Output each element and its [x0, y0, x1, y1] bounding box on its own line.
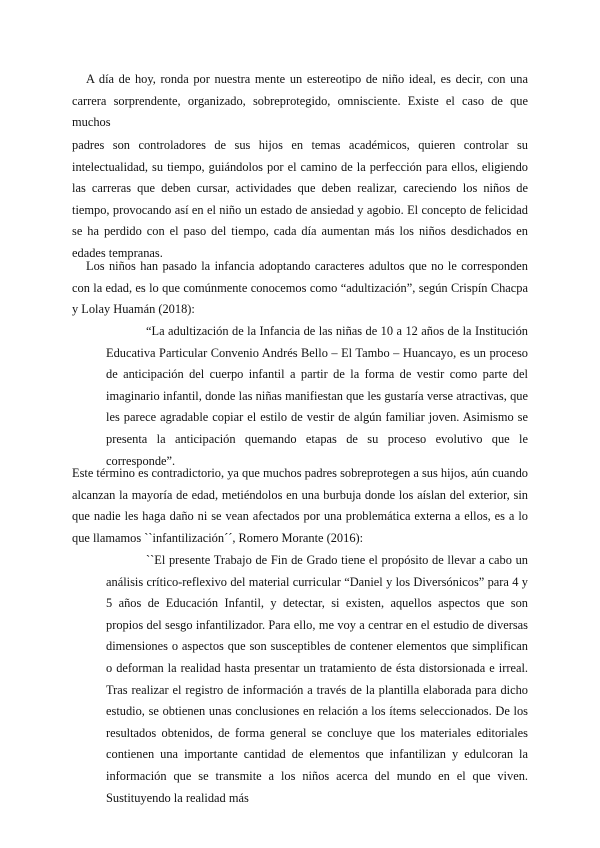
block-quote-adultization: “La adultización de la Infancia de las niñas de 10 a 12 años de la Institución Educativa Particular Convenio Andrés Bello – El Tambo – Huancayo, es un proceso de anticipación del cuerpo infantil a partir de la forma de vestir como parte del imaginario infantil, donde las niñas manifiestan que les gustaría verse atractivas, que les parece agradable copiar el estilo de vestir de algún familiar joven. Asimismo se presenta la anticipación quemando etapas de su proceso evolutivo que le corresponde”. [106, 324, 528, 468]
paragraph-parents: padres son controladores de sus hijos en temas académicos, quieren controlar su intelectualidad, su tiempo, guiándolos por el camino de la perfección para ellos, eligiendo las carreras que deben cursar, actividades que deben realizar, careciendo los niños de tiempo, provocando así en el niño un estado de ansiedad y agobio. El concepto de felicidad se ha perdido con el paso del tiempo, cada día aumentan más los niños desdichados en edades tempranas. [72, 138, 528, 260]
paragraph-adultization: Los niños han pasado la infancia adoptando caracteres adultos que no le corresponden con la edad, es lo que comúnmente conocemos como “adultización”, según Crispín Chacpa y Lolay Huamán (2018): [72, 259, 528, 317]
paragraph-infantilization: Este término es contradictorio, ya que muchos padres sobreprotegen a sus hijos, aún cuando alcanzan la mayoría de edad, metiéndolos en una burbuja donde los aíslan del exterior, sin que nadie les haga daño ni se vean afectados por una problemática externa a ellos, es a lo que llamamos ``infantilización´´, Romero Morante (2016): [72, 466, 528, 545]
paragraph-intro: A día de hoy, ronda por nuestra mente un estereotipo de niño ideal, es decir, con una carrera sorprendente, organizado, sobreprotegido, omnisciente. Existe el caso de que muchos [72, 72, 528, 130]
block-quote-infantilization: ``El presente Trabajo de Fin de Grado tiene el propósito de llevar a cabo un análisis crítico-reflexivo del material curricular “Daniel y los Diversónicos” para 4 y 5 años de Educación Infantil, y detectar, si existen, aquellos aspectos que son propios del sesgo infantilizador. Para ello, me voy a centrar en el estudio de diversas dimensiones o aspectos que son susceptibles de contener elementos que simplifican o deforman la realidad hasta presentar un tratamiento de ésta distorsionada e irreal. Tras realizar el registro de información a través de la plantilla elaborada para dicho estudio, se obtienen unas conclusiones en relación a los ítems seleccionados. De los resultados obtenidos, de forma general se concluye que los materiales editoriales contienen una importante cantidad de elementos que infantilizan y edulcoran la información que se transmite a los niños acerca del mundo en el que viven. Sustituyendo la realidad más [106, 553, 528, 805]
